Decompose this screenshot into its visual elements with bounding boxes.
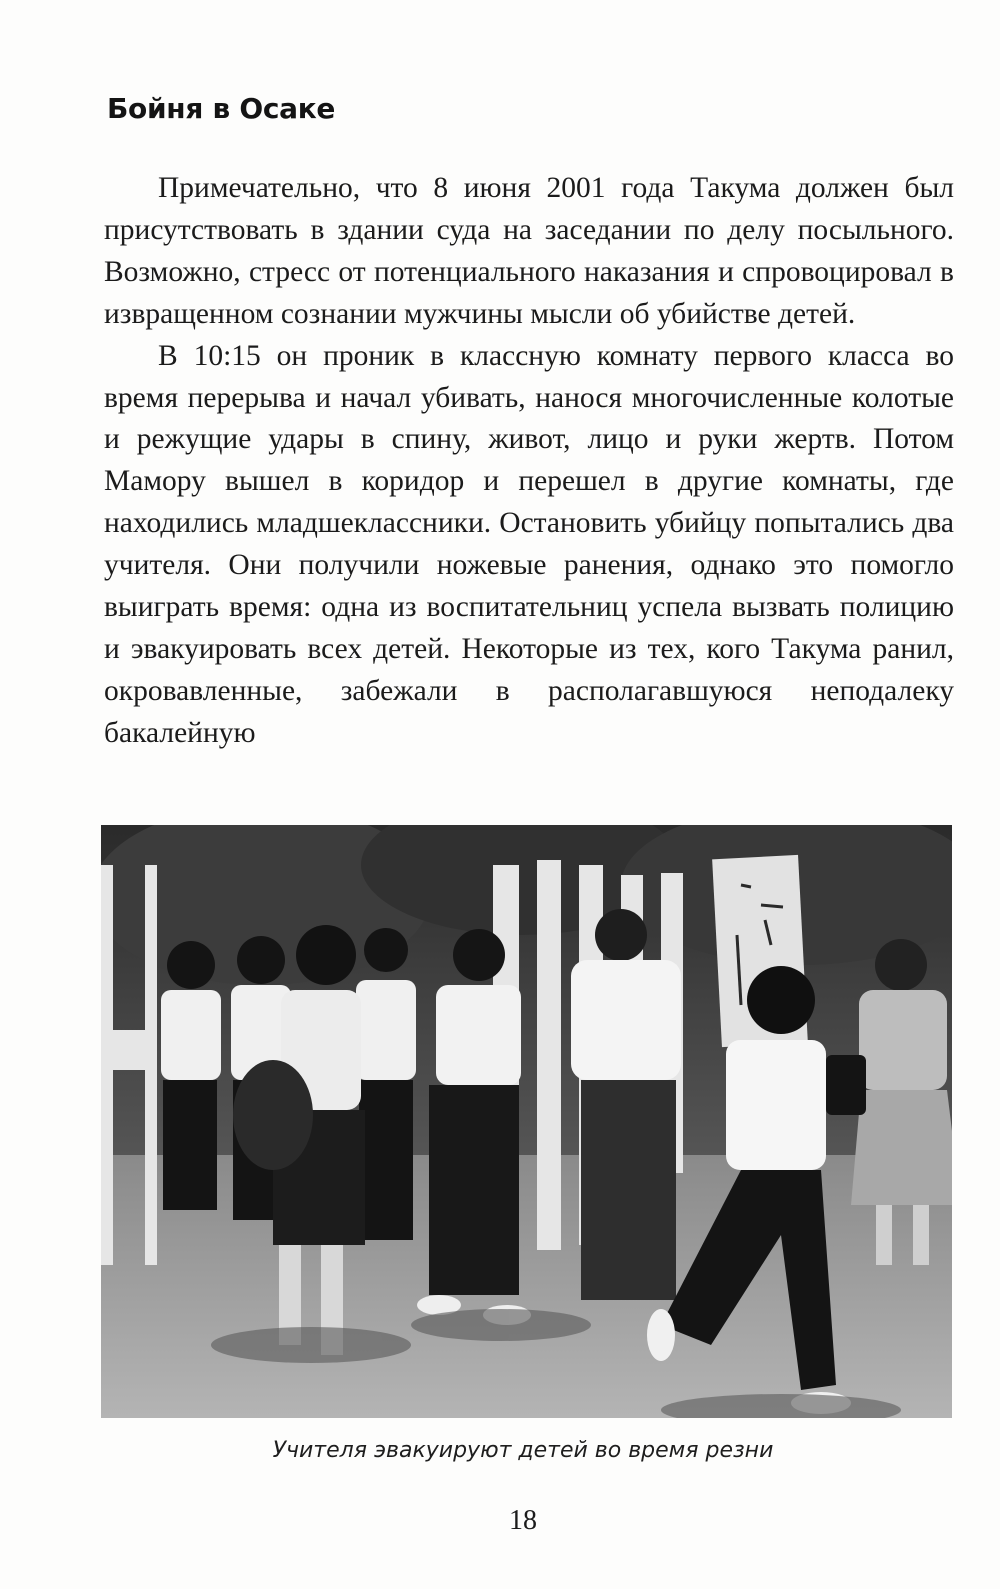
photo-school-evacuation bbox=[101, 825, 952, 1418]
photo-caption: Учителя эвакуируют детей во время резни bbox=[272, 1438, 774, 1463]
paragraph: В 10:15 он проник в классную комнату первого класса во время перерыва и начал убивать, нанося многочисленные колотые и режущие удары в спину, живот, лицо и руки жертв. Потом Мамору вышел в коридор и перешел в другие комнаты, где находились младшеклассники. Остановить убийцу попытались два учителя. Они получили ножевые ранения, однако это помогло выиграть время: одна из воспитательниц успела вызвать полицию и эвакуировать всех детей. Некоторые из тех, кого Такума ранил, окровавленные, забежали в располагавшуюся неподалеку бакалейную bbox=[104, 339, 954, 749]
paragraph: Примечательно, что 8 июня 2001 года Такума должен был присутствовать в здании суда на заседании по делу посыльного. Возможно, стресс от потенциального наказания и спровоцировал в извращенном сознании мужчины мысли об убийстве детей. bbox=[104, 172, 954, 330]
page-number: 18 bbox=[509, 1505, 537, 1536]
body-text bbox=[104, 168, 954, 755]
section-heading: Бойня в Осаке bbox=[107, 92, 336, 125]
photo-illustration bbox=[101, 825, 952, 1418]
